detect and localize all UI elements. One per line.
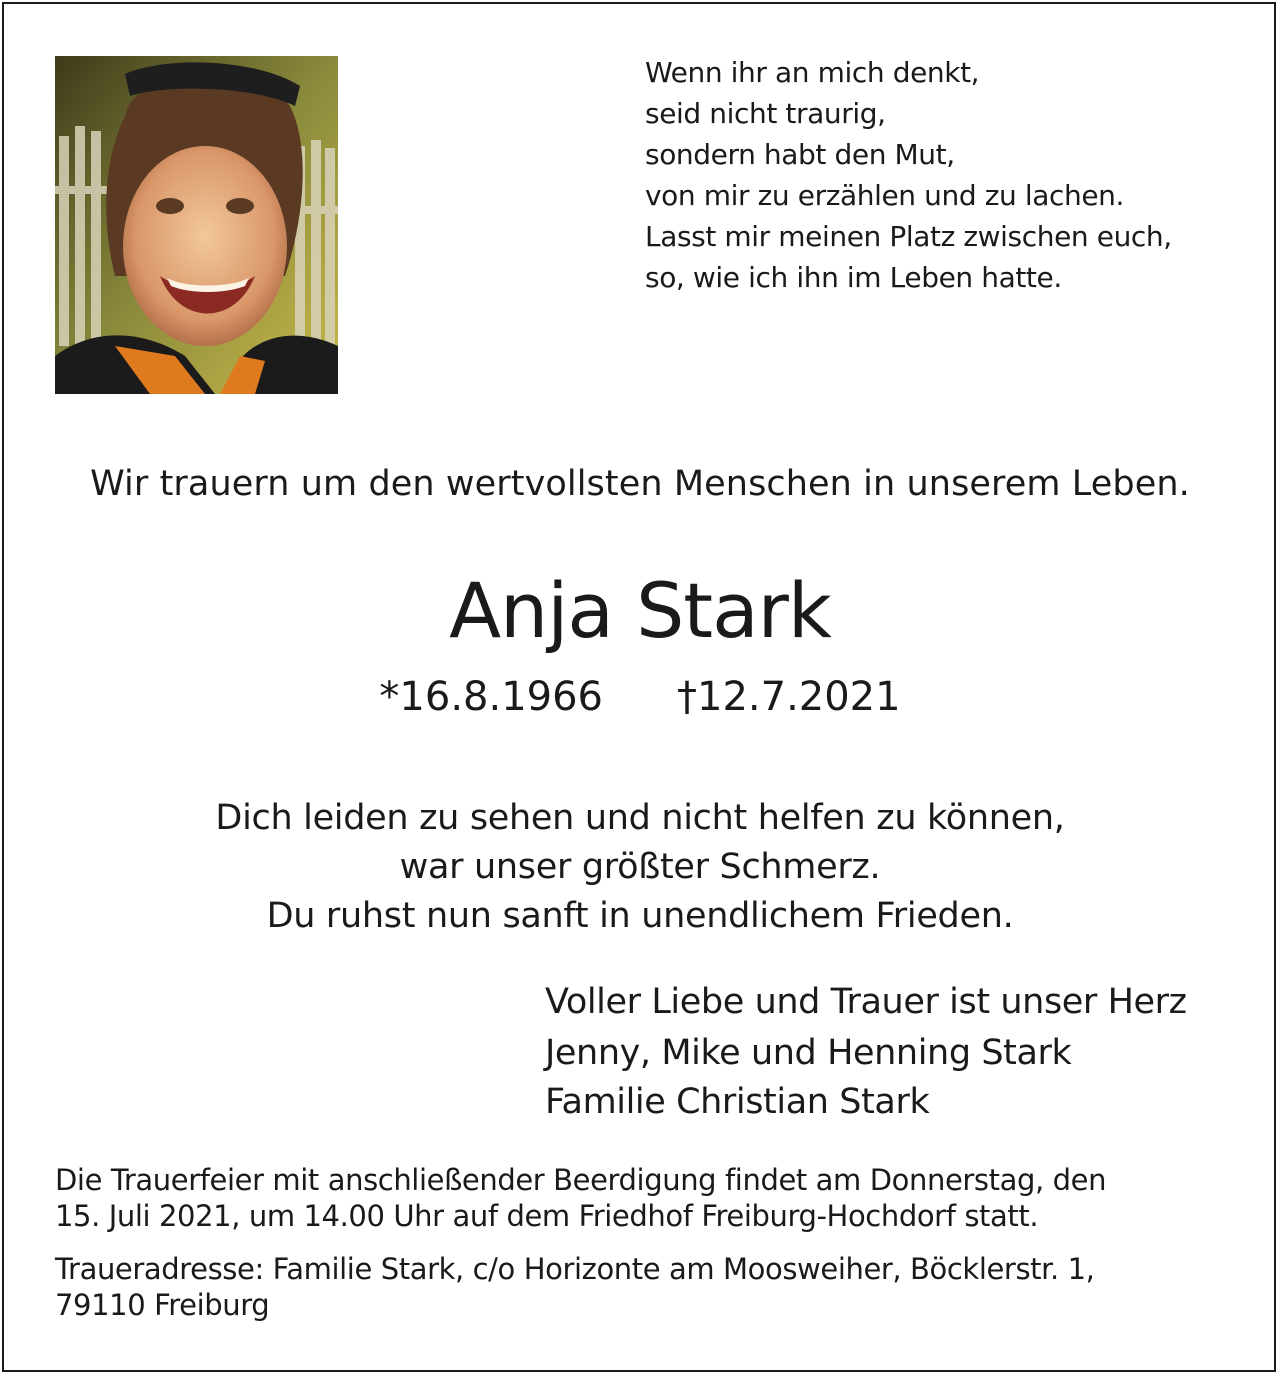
funeral-notice-line: 15. Juli 2021, um 14.00 Uhr auf dem Friedhof Freiburg-Hochdorf statt. xyxy=(55,1199,1039,1233)
birth-date: *16.8.1966 xyxy=(379,674,603,720)
deceased-name: Anja Stark xyxy=(449,566,831,655)
verse-line: war unser größter Schmerz. xyxy=(399,847,881,887)
portrait-photo xyxy=(55,56,338,394)
poem-line: so, wie ich ihn im Leben hatte. xyxy=(645,261,1062,294)
signature-line: Familie Christian Stark xyxy=(545,1082,930,1122)
life-dates xyxy=(0,674,1280,720)
poem-line: Lasst mir meinen Platz zwischen euch, xyxy=(645,220,1172,253)
address-notice-line: Traueradresse: Familie Stark, c/o Horizonte am Moosweiher, Böcklerstr. 1, xyxy=(55,1252,1095,1286)
verse-line: Du ruhst nun sanft in unendlichem Frieden. xyxy=(266,896,1014,936)
poem xyxy=(645,52,1245,298)
verse xyxy=(0,794,1280,941)
signature-line: Jenny, Mike und Henning Stark xyxy=(545,1033,1072,1073)
address-notice xyxy=(55,1251,1255,1323)
signature-line: Voller Liebe und Trauer ist unser Herz xyxy=(545,982,1187,1022)
death-date: †12.7.2021 xyxy=(677,674,901,720)
poem-line: von mir zu erzählen und zu lachen. xyxy=(645,179,1125,212)
verse-line: Dich leiden zu sehen und nicht helfen zu können, xyxy=(215,798,1065,838)
poem-line: seid nicht traurig, xyxy=(645,97,886,130)
poem-line: Wenn ihr an mich denkt, xyxy=(645,56,980,89)
mourning-line: Wir trauern um den wertvollsten Menschen in unserem Leben. xyxy=(90,464,1190,504)
address-notice-line: 79110 Freiburg xyxy=(55,1288,270,1322)
funeral-notice-line: Die Trauerfeier mit anschließender Beerdigung findet am Donnerstag, den xyxy=(55,1163,1107,1197)
signature-block xyxy=(545,976,1245,1127)
poem-line: sondern habt den Mut, xyxy=(645,138,955,171)
funeral-notice xyxy=(55,1162,1255,1234)
